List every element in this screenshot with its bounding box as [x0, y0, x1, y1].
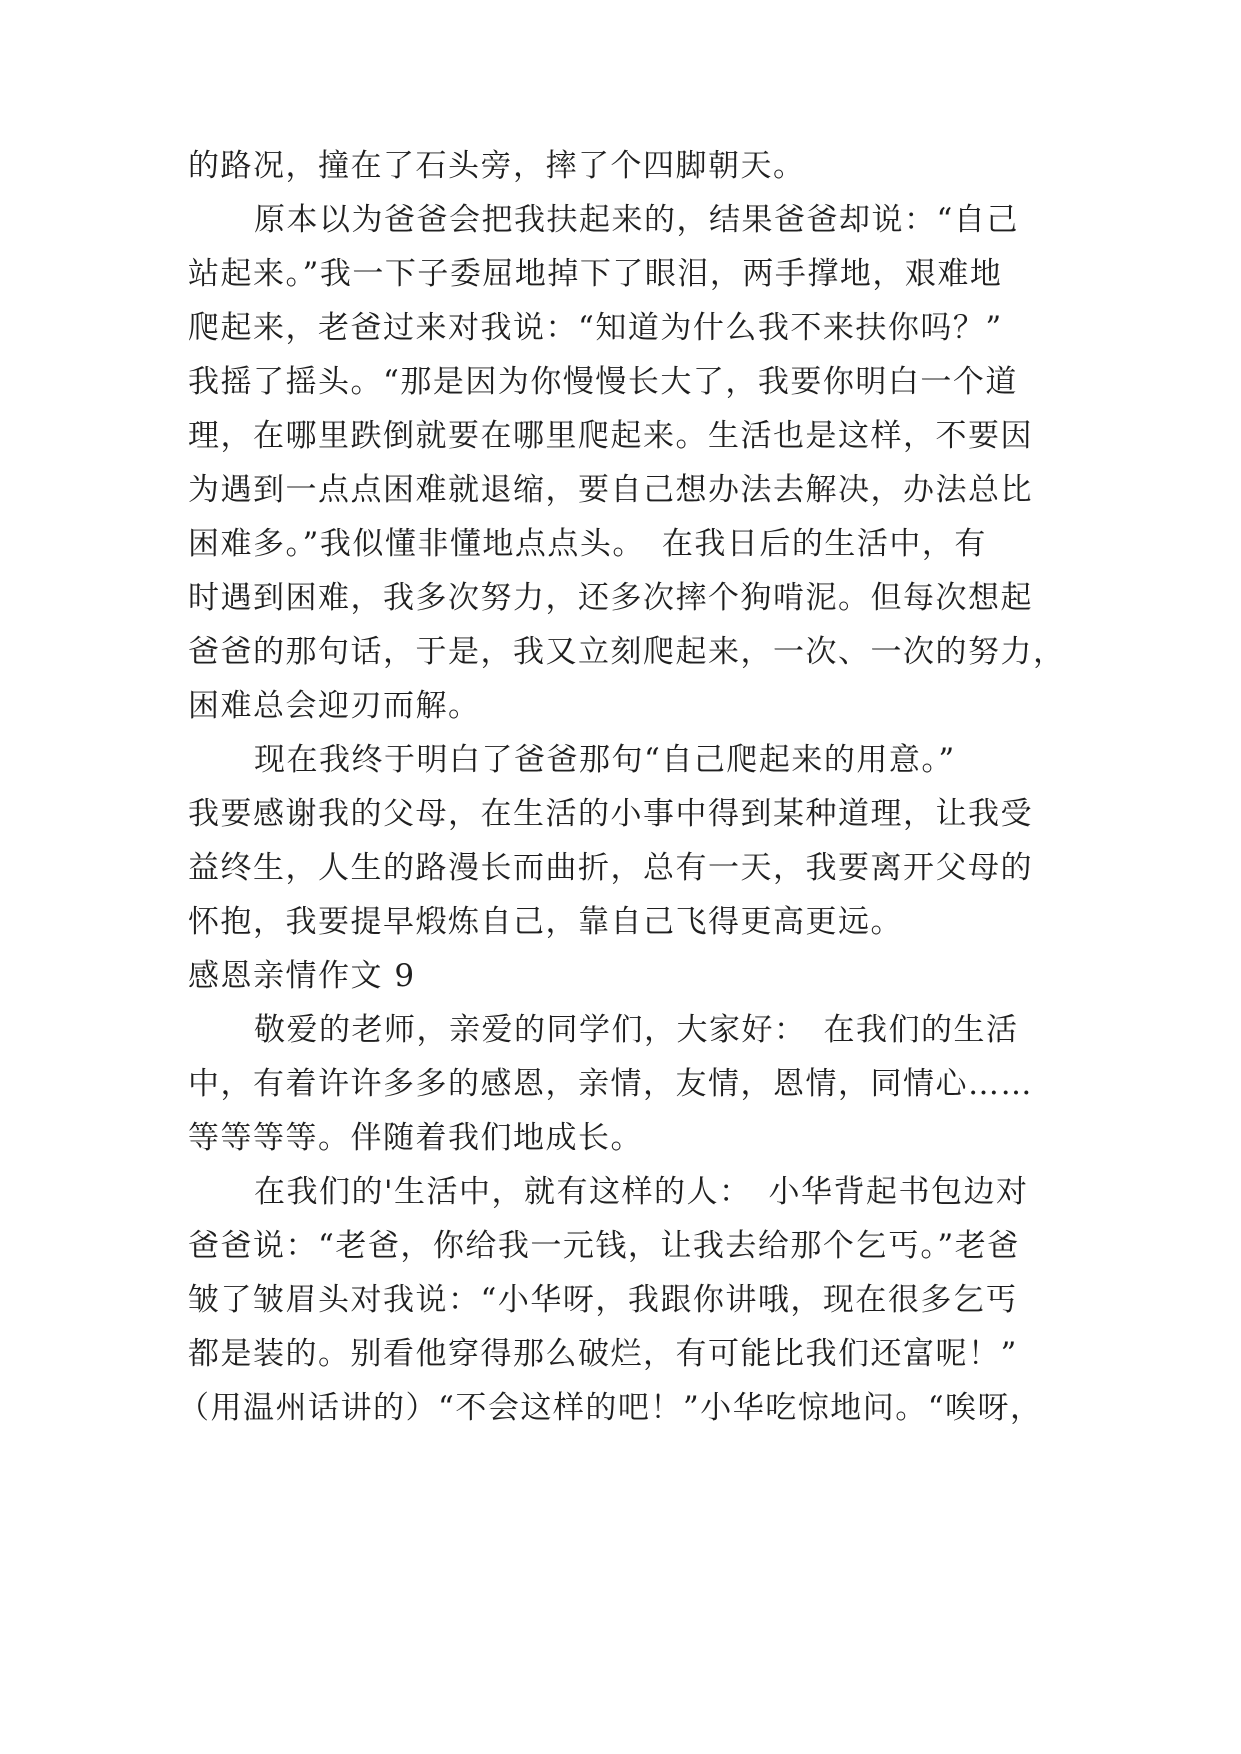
paragraph-line: 理，在哪里跌倒就要在哪里爬起来。生活也是这样，不要因	[188, 418, 1033, 454]
paragraph-line: 爬起来，老爸过来对我说：“知道为什么我不来扶你吗？”	[188, 310, 1003, 346]
paragraph-line: 爸爸的那句话，于是，我又立刻爬起来，一次、一次的努力，	[188, 634, 1066, 670]
paragraph-line: 原本以为爸爸会把我扶起来的，结果爸爸却说：“自己	[254, 202, 1019, 238]
section-heading: 感恩亲情作文 9	[188, 958, 416, 994]
paragraph-line: 的路况，撞在了石头旁，摔了个四脚朝天。	[188, 148, 806, 184]
paragraph-line: 怀抱，我要提早煅炼自己，靠自己飞得更高更远。	[188, 904, 903, 940]
paragraph-line: 现在我终于明白了爸爸那句“自己爬起来的用意。”	[254, 742, 956, 778]
paragraph-line: 皱了皱眉头对我说：“小华呀，我跟你讲哦，现在很多乞丐	[188, 1282, 1018, 1318]
paragraph-line: 中，有着许许多多的感恩，亲情，友情，恩情，同情心……	[188, 1066, 1033, 1102]
paragraph-line: 站起来。”我一下子委屈地掉下了眼泪，两手撑地，艰难地	[188, 256, 1003, 292]
paragraph-line: （用温州话讲的）“不会这样的吧！”小华吃惊地问。“唉呀，	[178, 1390, 1043, 1426]
paragraph-line: 敬爱的老师，亲爱的同学们，大家好： 在我们的生活	[254, 1012, 1019, 1048]
paragraph-line: 为遇到一点点困难就退缩，要自己想办法去解决，办法总比	[188, 472, 1033, 508]
paragraph-line: 我要感谢我的父母，在生活的小事中得到某种道理，让我受	[188, 796, 1033, 832]
paragraph-line: 困难多。”我似懂非懂地点点头。 在我日后的生活中，有	[188, 526, 987, 562]
paragraph-line: 困难总会迎刃而解。	[188, 688, 481, 724]
paragraph-line: 在我们的'生活中，就有这样的人： 小华背起书包边对	[254, 1174, 1029, 1210]
paragraph-line: 时遇到困难，我多次努力，还多次摔个狗啃泥。但每次想起	[188, 580, 1033, 616]
paragraph-line: 爸爸说：“老爸，你给我一元钱，让我去给那个乞丐。”老爸	[188, 1228, 1020, 1264]
paragraph-line: 益终生，人生的路漫长而曲折，总有一天，我要离开父母的	[188, 850, 1033, 886]
paragraph-line: 我摇了摇头。“那是因为你慢慢长大了，我要你明白一个道	[188, 364, 1018, 400]
paragraph-line: 等等等等。伴随着我们地成长。	[188, 1120, 643, 1156]
paragraph-line: 都是装的。别看他穿得那么破烂，有可能比我们还富呢！”	[188, 1336, 1018, 1372]
